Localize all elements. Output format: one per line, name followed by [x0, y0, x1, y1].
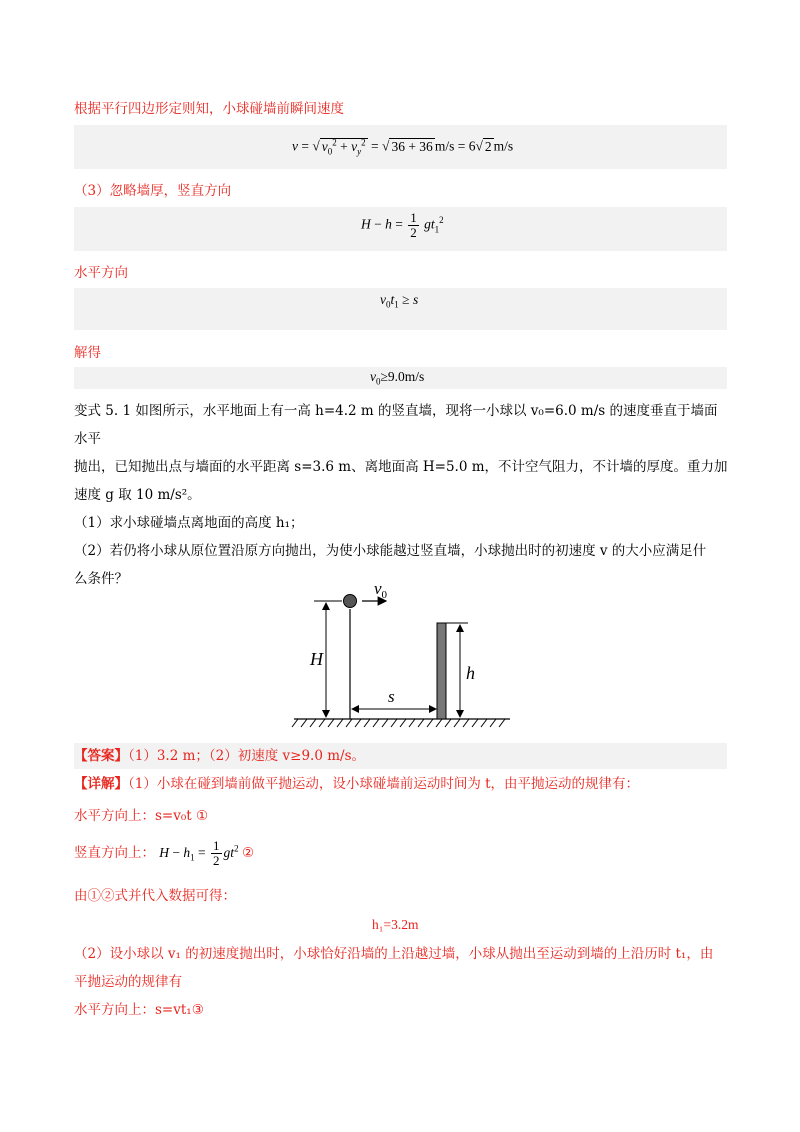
speed-coef: = 6: [457, 138, 476, 154]
question-part-2b: 么条件？: [74, 571, 128, 587]
equation-box-vertical: [74, 207, 727, 251]
question-part-2a: （2）若仍将小球从原位置沿原方向抛出，为使小球能越过竖直墙，小球抛出时的初速度 v 的大小应满足什: [74, 543, 707, 559]
detail-line: [74, 774, 639, 794]
answer-box: [74, 743, 727, 769]
question-line-2: 抛出，已知抛出点与墙面的水平距离 s=3.6 m、离地面高 H=5.0 m，不计空气阻力，不计墙的厚度。重力加: [74, 459, 728, 475]
equation-box-result: [74, 367, 727, 389]
projectile-wall-figure: [74, 583, 728, 743]
vertical-equation: H − h = $\frac{1}{2}$ $gt_1^2$: [361, 210, 444, 240]
vertical-direction-line: 竖直方向上： $H - h_1$ = $\frac{1}{2}$ $gt^2$ ②: [74, 837, 255, 868]
s-label: s: [388, 687, 395, 706]
part2-line-1: （2）设小球以 v₁ 的初速度抛出时，小球恰好沿墙的上沿越过墙，小球从抛出至运动到墙的上沿历时 t₁，由: [74, 946, 714, 962]
speed-unit-2: m/s: [493, 138, 514, 154]
equation-box-speed: [74, 125, 727, 169]
part3-heading: （3）忽略墙厚，竖直方向: [74, 183, 232, 199]
equation-box-horizontal: [74, 288, 727, 330]
question-line-3: 速度 g 取 10 m/s²。: [74, 487, 201, 503]
combine-line: 由①②式并代入数据可得：: [74, 888, 236, 904]
detail-tag: 【详解】: [74, 776, 128, 792]
horizontal-equation: $v_0t_1 \ge s$: [380, 292, 419, 310]
ground-hatching: [292, 719, 505, 727]
h-label: h: [466, 663, 475, 683]
answer-line: [74, 746, 365, 766]
v0-label: $v_0$: [374, 583, 388, 601]
speed-equation: v = √ $v_0^2 + v_y^2$ = √ 36 + 36 m/s = 6√ 2 m/s: [292, 137, 514, 157]
H-label: H: [310, 649, 323, 669]
question-part-1: （1）求小球碰墙点离地面的高度 h₁；: [74, 515, 304, 531]
part2-line-2: 平抛运动的规律有: [74, 974, 182, 990]
result-equation: $v_0\ge 9.0m/s$: [370, 369, 425, 387]
horizontal-heading: 水平方向: [74, 265, 128, 281]
detail-text: （1）小球在碰到墙前做平抛运动，设小球碰墙前运动时间为 t，由平抛运动的规律有：: [128, 776, 640, 792]
speed-unit-1: m/s: [434, 138, 455, 154]
speed-heading: 根据平行四边形定则知，小球碰墙前瞬间速度: [74, 101, 344, 117]
question-line-1: 变式 5. 1 如图所示，水平地面上有一高 h=4.2 m 的竖直墙，现将一小球以 v₀=6.0 m/s 的速度垂直于墙面水平: [74, 403, 718, 447]
question-text: [74, 397, 728, 593]
ball: [344, 595, 357, 608]
answer-text: （1）3.2 m；（2）初速度 v≥9.0 m/s。: [128, 748, 366, 764]
part2-paragraph: [74, 940, 728, 1024]
solve-heading: 解得: [74, 345, 101, 361]
h1-result: h₁=3.2m: [372, 917, 419, 932]
horizontal-direction-line: 水平方向上：s=v₀t ①: [74, 808, 209, 824]
vertical-direction-eq: $H - h_1$ = $\frac{1}{2}$ $gt^2$: [159, 837, 239, 868]
horizontal-direction-eq: s=v₀t ①: [155, 808, 209, 824]
answer-tag: 【答案】: [74, 748, 128, 764]
wall: [437, 623, 446, 719]
part2-line-3: 水平方向上：s=vt₁③: [74, 1002, 204, 1018]
